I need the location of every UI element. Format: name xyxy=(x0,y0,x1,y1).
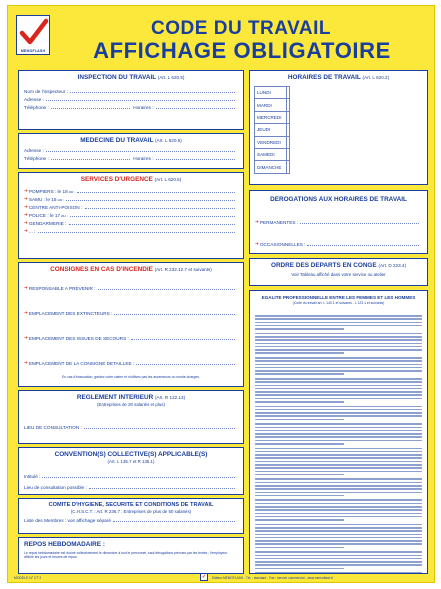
table-row xyxy=(255,161,290,173)
inspection-box xyxy=(18,70,244,130)
hours-cell[interactable] xyxy=(287,111,290,123)
hours-cell[interactable] xyxy=(287,148,290,160)
medecine-ref: (Art. L 620.5) xyxy=(155,138,182,143)
horaires-table xyxy=(254,86,290,174)
repos-note: Le repos hebdomadaire est donné collectivement le dimanche à tout le personnel, sauf dérogations prévues par les textes ; l'employeur affiche les jours et heures de repos. xyxy=(24,551,228,560)
hours-cell[interactable] xyxy=(287,124,290,136)
conventions-sub: (Art. L 135.7 et R 135.1) xyxy=(107,459,155,464)
medecine-title: MEDECINE DU TRAVAIL xyxy=(80,137,154,144)
urgence-item-other: ➔ ... : xyxy=(24,226,238,234)
conges-title: ORDRE DES DEPARTS EN CONGE xyxy=(270,262,377,269)
reglement-box xyxy=(18,390,244,444)
legal-paragraph xyxy=(255,448,422,476)
day-label: SAMEDI xyxy=(255,148,287,160)
medecine-box xyxy=(18,133,244,169)
derogations-permanentes: ➔ PERMANENTES : xyxy=(255,209,422,225)
incendie-item-responsable: ➔ RESPONSABLE A PREVENIR : xyxy=(24,277,238,291)
incendie-item-issues: ➔ EMPLACEMENT DES ISSUES DE SECOURS : xyxy=(24,316,238,341)
table-row xyxy=(255,87,290,99)
chsct-box xyxy=(18,498,244,534)
urgence-box xyxy=(18,172,244,259)
conventions-title: CONVENTION(S) COLLECTIVE(S) APPLICABLE(S) xyxy=(54,451,208,458)
reglement-sub: (Entreprises de 20 salariés et plus) xyxy=(97,402,165,407)
legal-paragraph xyxy=(255,357,422,375)
medecine-phone-hours-field: Téléphone : Horaires : xyxy=(24,153,238,161)
hours-cell[interactable] xyxy=(287,136,290,148)
inspection-title: INSPECTION DU TRAVAIL xyxy=(77,74,157,81)
poster-title: CODE DU TRAVAIL xyxy=(151,18,331,39)
urgence-ref: (Art. L 620.5) xyxy=(154,177,182,182)
logo-caption: MEMOFLASH xyxy=(20,49,46,53)
table-row xyxy=(255,124,290,136)
day-label: DIMANCHE xyxy=(255,161,287,173)
conventions-intitule-field: Intitulé : xyxy=(24,468,238,479)
conventions-lieu-field: Lieu de consultation possible : xyxy=(24,479,238,490)
table-row xyxy=(255,111,290,123)
inspection-phone-hours-field: Téléphone : Horaires : xyxy=(24,102,238,110)
day-label: MARDI xyxy=(255,99,287,111)
horaires-title: HORAIRES DE TRAVAIL xyxy=(287,74,361,81)
inspection-ref: (Art. L 620.5) xyxy=(157,75,185,80)
horaires-ref: (Art. L 620.2) xyxy=(362,75,390,80)
chsct-membres-field: Liste des Membres : voir affichage séparé xyxy=(24,515,238,523)
day-label: VENDREDI xyxy=(255,136,287,148)
conges-ref: (Art. D 223.4) xyxy=(378,263,407,268)
incendie-title: CONSIGNES EN CAS D'INCENDIE xyxy=(50,266,153,273)
urgence-item-pompiers: ➔ POMPIERS : le 18 ou : xyxy=(24,186,238,194)
legal-paragraph xyxy=(255,524,422,549)
urgence-item-samu: ➔ SAMU : le 15 ou : xyxy=(24,194,238,202)
legal-paragraph xyxy=(255,423,422,444)
horaires-box xyxy=(249,70,428,185)
egalite-sub: (Code du travail art. L 140.1 et suivants - L 123.1 et suivants) xyxy=(292,301,385,305)
legal-paragraph xyxy=(255,572,422,574)
legal-paragraph xyxy=(255,551,422,569)
repos-box xyxy=(18,537,244,574)
hours-cell[interactable] xyxy=(287,161,290,173)
conges-box xyxy=(249,258,428,286)
poster-subtitle: AFFICHAGE OBLIGATOIRE xyxy=(93,38,391,63)
chsct-sub: (C.H.S.C.T. : Art. R 236.7 : Entreprises de plus de 50 salariés) xyxy=(70,509,192,514)
derogations-occasionnelles: ➔ OCCASIONNELLES : xyxy=(255,225,422,247)
incendie-note: En cas d'évacuation, gardez votre calme et n'utilisez pas les ascenseurs ou monte-charges. xyxy=(62,375,200,379)
egalite-box xyxy=(249,290,428,574)
checkmark-logo-icon xyxy=(16,15,50,55)
incendie-item-extincteurs: ➔ EMPLACEMENT DES EXTINCTEURS : xyxy=(24,291,238,316)
inspection-address-field: Adresse : xyxy=(24,94,238,102)
chsct-title: COMITE D'HYGIENE, SECURITE ET CONDITIONS DE TRAVAIL xyxy=(48,502,214,508)
reglement-ref: (Art. R 122.13) xyxy=(154,395,186,400)
day-label: LUNDI xyxy=(255,87,287,99)
table-row xyxy=(255,136,290,148)
model-number: MODELE N° CT 2 xyxy=(14,576,42,580)
incendie-item-consigne: ➔ EMPLACEMENT DE LA CONSIGNE DETAILLEE : xyxy=(24,341,238,366)
day-label: MERCREDI xyxy=(255,111,287,123)
publisher-info: Editeur MEMOFLASH - Tél. : standard - Fax : service commercial - www.memoflash.fr xyxy=(212,576,334,580)
medecine-address-field: Adresse : xyxy=(24,145,238,153)
reglement-title: REGLEMENT INTERIEUR xyxy=(76,394,154,401)
inspector-name-field: Nom de l'inspecteur : xyxy=(24,86,238,94)
reglement-lieu-field: LIEU DE CONSULTATION : xyxy=(24,422,238,430)
egalite-title: EGALITE PROFESSIONNELLE ENTRE LES FEMMES ET LES HOMMES xyxy=(261,295,416,300)
incendie-ref: (Art. R 232.12.7 et suivants) xyxy=(154,267,212,272)
poster xyxy=(7,5,435,583)
legal-paragraph xyxy=(255,378,422,403)
legal-paragraph xyxy=(255,499,422,520)
repos-title: REPOS HEBDOMADAIRE : xyxy=(24,541,105,548)
conges-sub: Voir Tableau affiché dans votre service ou atelier xyxy=(291,272,386,277)
hours-cell[interactable] xyxy=(287,87,290,99)
table-row xyxy=(255,99,290,111)
conventions-box xyxy=(18,447,244,495)
derogations-title: DEROGATIONS AUX HORAIRES DE TRAVAIL xyxy=(270,196,407,203)
derogations-box xyxy=(249,190,428,254)
urgence-title: SERVICES D'URGENCE xyxy=(80,176,153,183)
legal-paragraph xyxy=(255,315,422,330)
legal-paragraph xyxy=(255,478,422,496)
legal-paragraph xyxy=(255,406,422,421)
legal-paragraph xyxy=(255,333,422,354)
urgence-item-antipoison: ➔ CENTRE ANTI-POISON : xyxy=(24,202,238,210)
urgence-item-gendarmerie: ➔ GENDARMERIE : xyxy=(24,218,238,226)
egalite-legal-text xyxy=(255,315,422,569)
logo-icon: ✓ xyxy=(201,574,207,580)
urgence-item-police: ➔ POLICE : le 17 ou : xyxy=(24,210,238,218)
table-row xyxy=(255,148,290,160)
hours-cell[interactable] xyxy=(287,99,290,111)
day-label: JEUDI xyxy=(255,124,287,136)
incendie-box xyxy=(18,262,244,387)
